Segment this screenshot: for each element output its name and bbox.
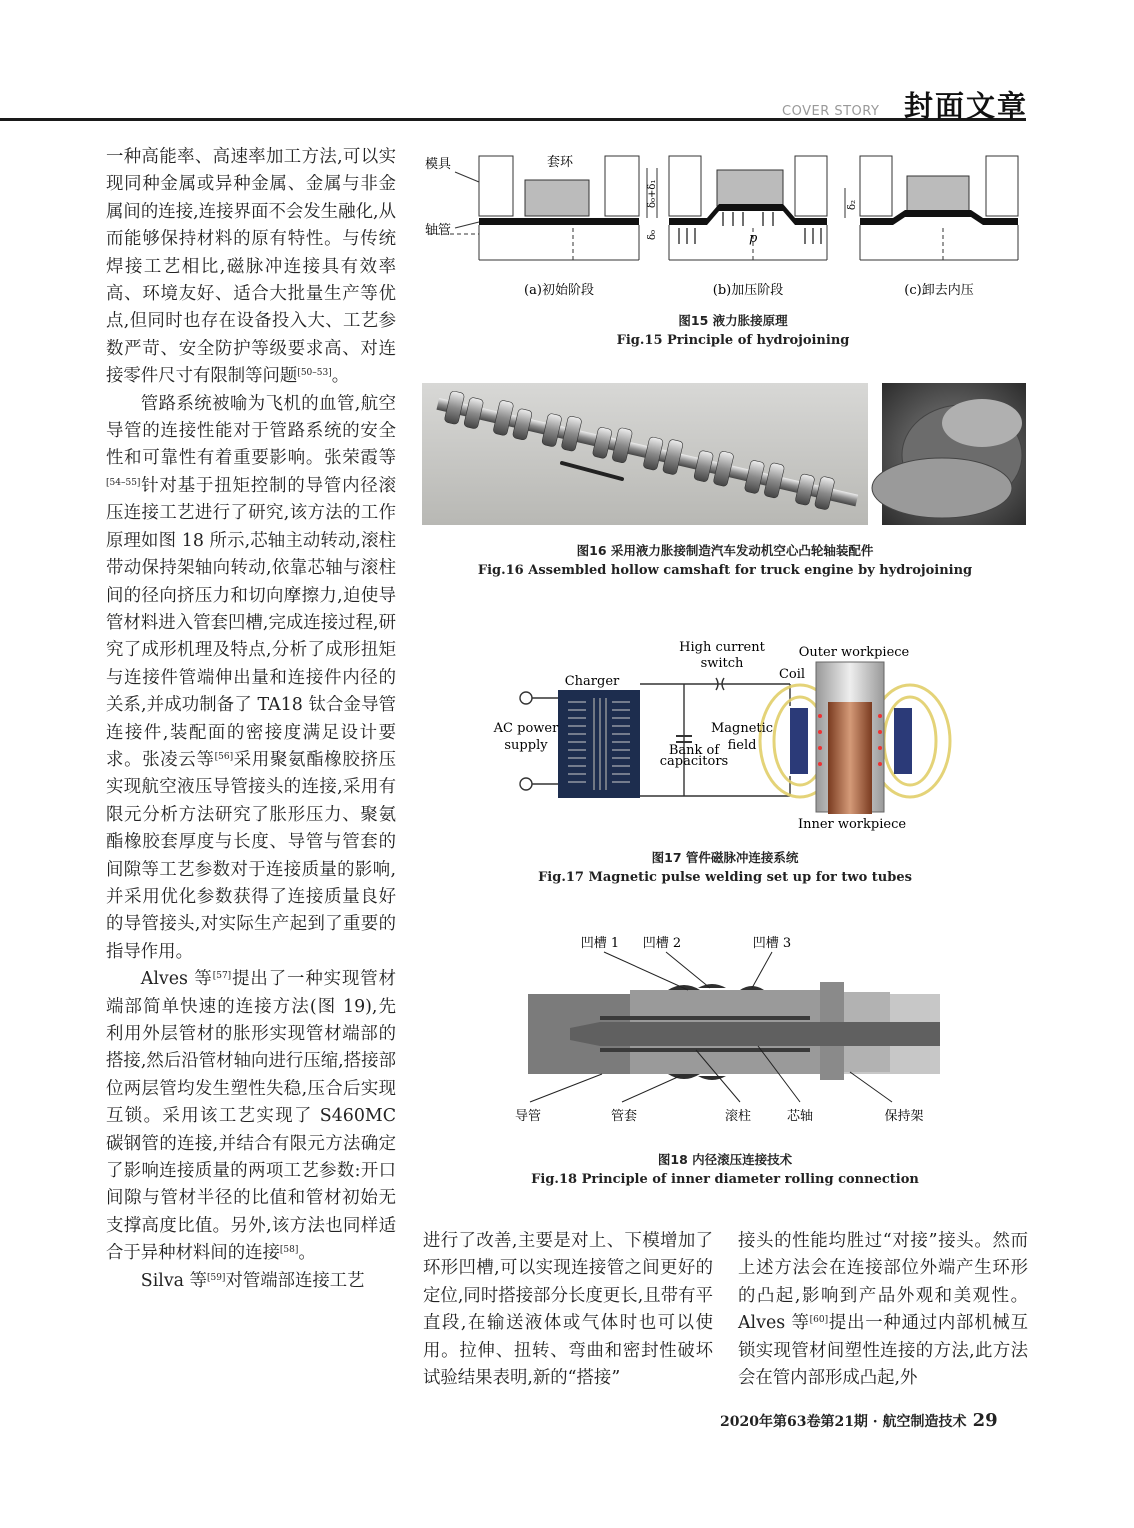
- label-delta0: δ₀: [647, 229, 658, 240]
- label-groove-2: 凹槽 2: [642, 936, 682, 951]
- paragraph-1: 一种高能率、高速率加工方法,可以实现同种金属或异种金属、金属与非金属间的连接,连接界面不会发生融化,从而能够保持材料的原有特性。与传统焊接工艺相比,磁脉冲连接具有效率高、环境友好、适合大批量生产等优点,但同时也存在设备投入大、工艺参数严苛、安全防护等级要求高、对连接零件尺寸有限制等问题[50–53]。: [106, 147, 396, 387]
- label-coil: Coil: [778, 667, 806, 682]
- journal-name: 2020年第63卷第21期 · 航空制造技术: [720, 1414, 967, 1430]
- label-capacitors: capacitors: [659, 754, 729, 769]
- paragraph-2: 管路系统被喻为飞机的血管,航空导管的连接性能对于管路系统的安全性和可靠性有着重要影响。张荣霞等[54–55]针对基于扭矩控制的导管内径滚压连接工艺进行了研究,该方法的工作原理如图 18 所示,芯轴主动转动,滚柱带动保持架轴向转动,依靠芯轴与滚柱间的径向挤压力和切向摩擦力,迫使导管材料进入管套凹槽,完成连接过程,研究了成形机理及特点,分析了成形扭矩与连接件管端伸出量和连接件内径的关系,并成功制备了 TA18 钛合金导管连接件,装配面的密接度满足设计要求。张凌云等[56]采用聚氨酯橡胶挤压实现航空液压导管接头的连接,采用有限元分析方法研究了胀形压力、聚氨酯橡胶套厚度与长度、导管与管套的间隙等工艺参数对于连接质量的影响,并采用优化参数获得了连接质量良好的导管接头,对实际生产起到了重要的指导作用。: [106, 393, 396, 962]
- coil-left: [790, 708, 808, 774]
- label-die: 模具: [425, 157, 452, 172]
- section-label-en: COVER STORY: [782, 104, 880, 119]
- figure-15-caption-en: Fig.15 Principle of hydrojoining: [616, 333, 850, 348]
- label-cage: 保持架: [884, 1109, 924, 1124]
- mandrel: [570, 1022, 940, 1046]
- label-supply: supply: [504, 738, 548, 753]
- body-column-1: [106, 144, 396, 1295]
- die-block: [479, 156, 513, 216]
- label-guide-tube: 导管: [514, 1109, 542, 1124]
- figure-18-caption-cn: 图18 内径滚压连接技术: [657, 1152, 793, 1167]
- figure-15-caption-cn: 图15 液力胀接原理: [678, 313, 788, 328]
- label-inner-workpiece: Inner workpiece: [797, 817, 907, 832]
- body-column-3: 接头的性能均胜过“对接”接头。然而上述方法会在连接部位外端产生环形的凸起,影响到产品外观和美观性。Alves 等[60]提出一种通过内部机械互锁实现管材间塑性连接的方法,此方法会在管内部形成凸起,外: [738, 1231, 1028, 1389]
- body-column-2: 进行了改善,主要是对上、下模增加了环形凹槽,可以实现连接管之间更好的定位,同时搭接部分长度更长,且带有平直段,在输送液体或气体时也可以使用。拉伸、扭转、弯曲和密封性破坏试验结果表明,新的“搭接”: [423, 1231, 713, 1389]
- figure-18-caption-en: Fig.18 Principle of inner diameter rolling connection: [531, 1172, 919, 1187]
- figure-17-caption-cn: 图17 管件磁脉冲连接系统: [651, 850, 799, 865]
- coil-right: [894, 708, 912, 774]
- label-delta2: δ₂: [847, 199, 858, 210]
- figure-17-magnetic-pulse-diagram: [490, 636, 970, 836]
- figure-16-caption-cn: 图16 采用液力胀接制造汽车发动机空心凸轮轴装配件: [576, 543, 874, 558]
- page-number: 29: [972, 1410, 998, 1431]
- label-high-current: High current: [679, 640, 765, 655]
- label-delta-sum: δ₀+δ₁: [647, 179, 658, 208]
- ring-block: [525, 180, 589, 216]
- label-ac-power: AC power: [493, 721, 559, 736]
- subcaption-b: (b)加压阶段: [712, 283, 784, 298]
- label-groove-3: 凹槽 3: [752, 936, 792, 951]
- label-groove-1: 凹槽 1: [580, 936, 620, 951]
- subcaption-c: (c)卸去内压: [904, 283, 974, 298]
- label-charger: Charger: [564, 674, 620, 689]
- label-switch: switch: [700, 656, 744, 671]
- die-block: [605, 156, 639, 216]
- figure-17-caption-en: Fig.17 Magnetic pulse welding set up for two tubes: [538, 870, 912, 885]
- label-ring: 套环: [547, 155, 574, 170]
- paragraph-3: Alves 等[57]提出了一种实现管材端部简单快速的连接方法(图 19),先利用外层管材的胀形实现管材端部的搭接,然后沿管材轴向进行压缩,搭接部位两层管均发生塑性失稳,压合后实现互锁。采用该工艺实现了 S460MC 碳钢管的连接,并结合有限元方法确定了影响连接质量的两项工艺参数:开口间隙与管材半径的比值和管材初始无支撑高度比值。另外,该方法也同样适合于异种材料间的连接[58]。: [106, 969, 396, 1264]
- label-mandrel: 芯轴: [786, 1109, 814, 1124]
- label-bank-of: Bank of: [668, 743, 720, 758]
- inner-workpiece: [828, 702, 872, 814]
- figure-16-camshaft-photos: [422, 383, 1026, 525]
- label-outer-workpiece: Outer workpiece: [798, 645, 910, 660]
- section-label-cn: 封面文章: [904, 89, 1029, 123]
- label-field: field: [727, 738, 757, 753]
- label-magnetic: Magnetic: [710, 721, 774, 736]
- label-tube: 轴管: [425, 223, 452, 238]
- paragraph-4: Silva 等[59]对管端部连接工艺: [140, 1270, 365, 1291]
- label-roller: 滚柱: [724, 1109, 752, 1124]
- label-pressure: p: [749, 231, 758, 246]
- page-footer: [720, 1410, 998, 1431]
- label-sleeve: 管套: [610, 1109, 638, 1124]
- subcaption-a: (a)初始阶段: [524, 283, 594, 298]
- figure-18-rolling-connection-diagram: [500, 930, 960, 1130]
- figure-16-caption-en: Fig.16 Assembled hollow camshaft for truck engine by hydrojoining: [477, 563, 973, 578]
